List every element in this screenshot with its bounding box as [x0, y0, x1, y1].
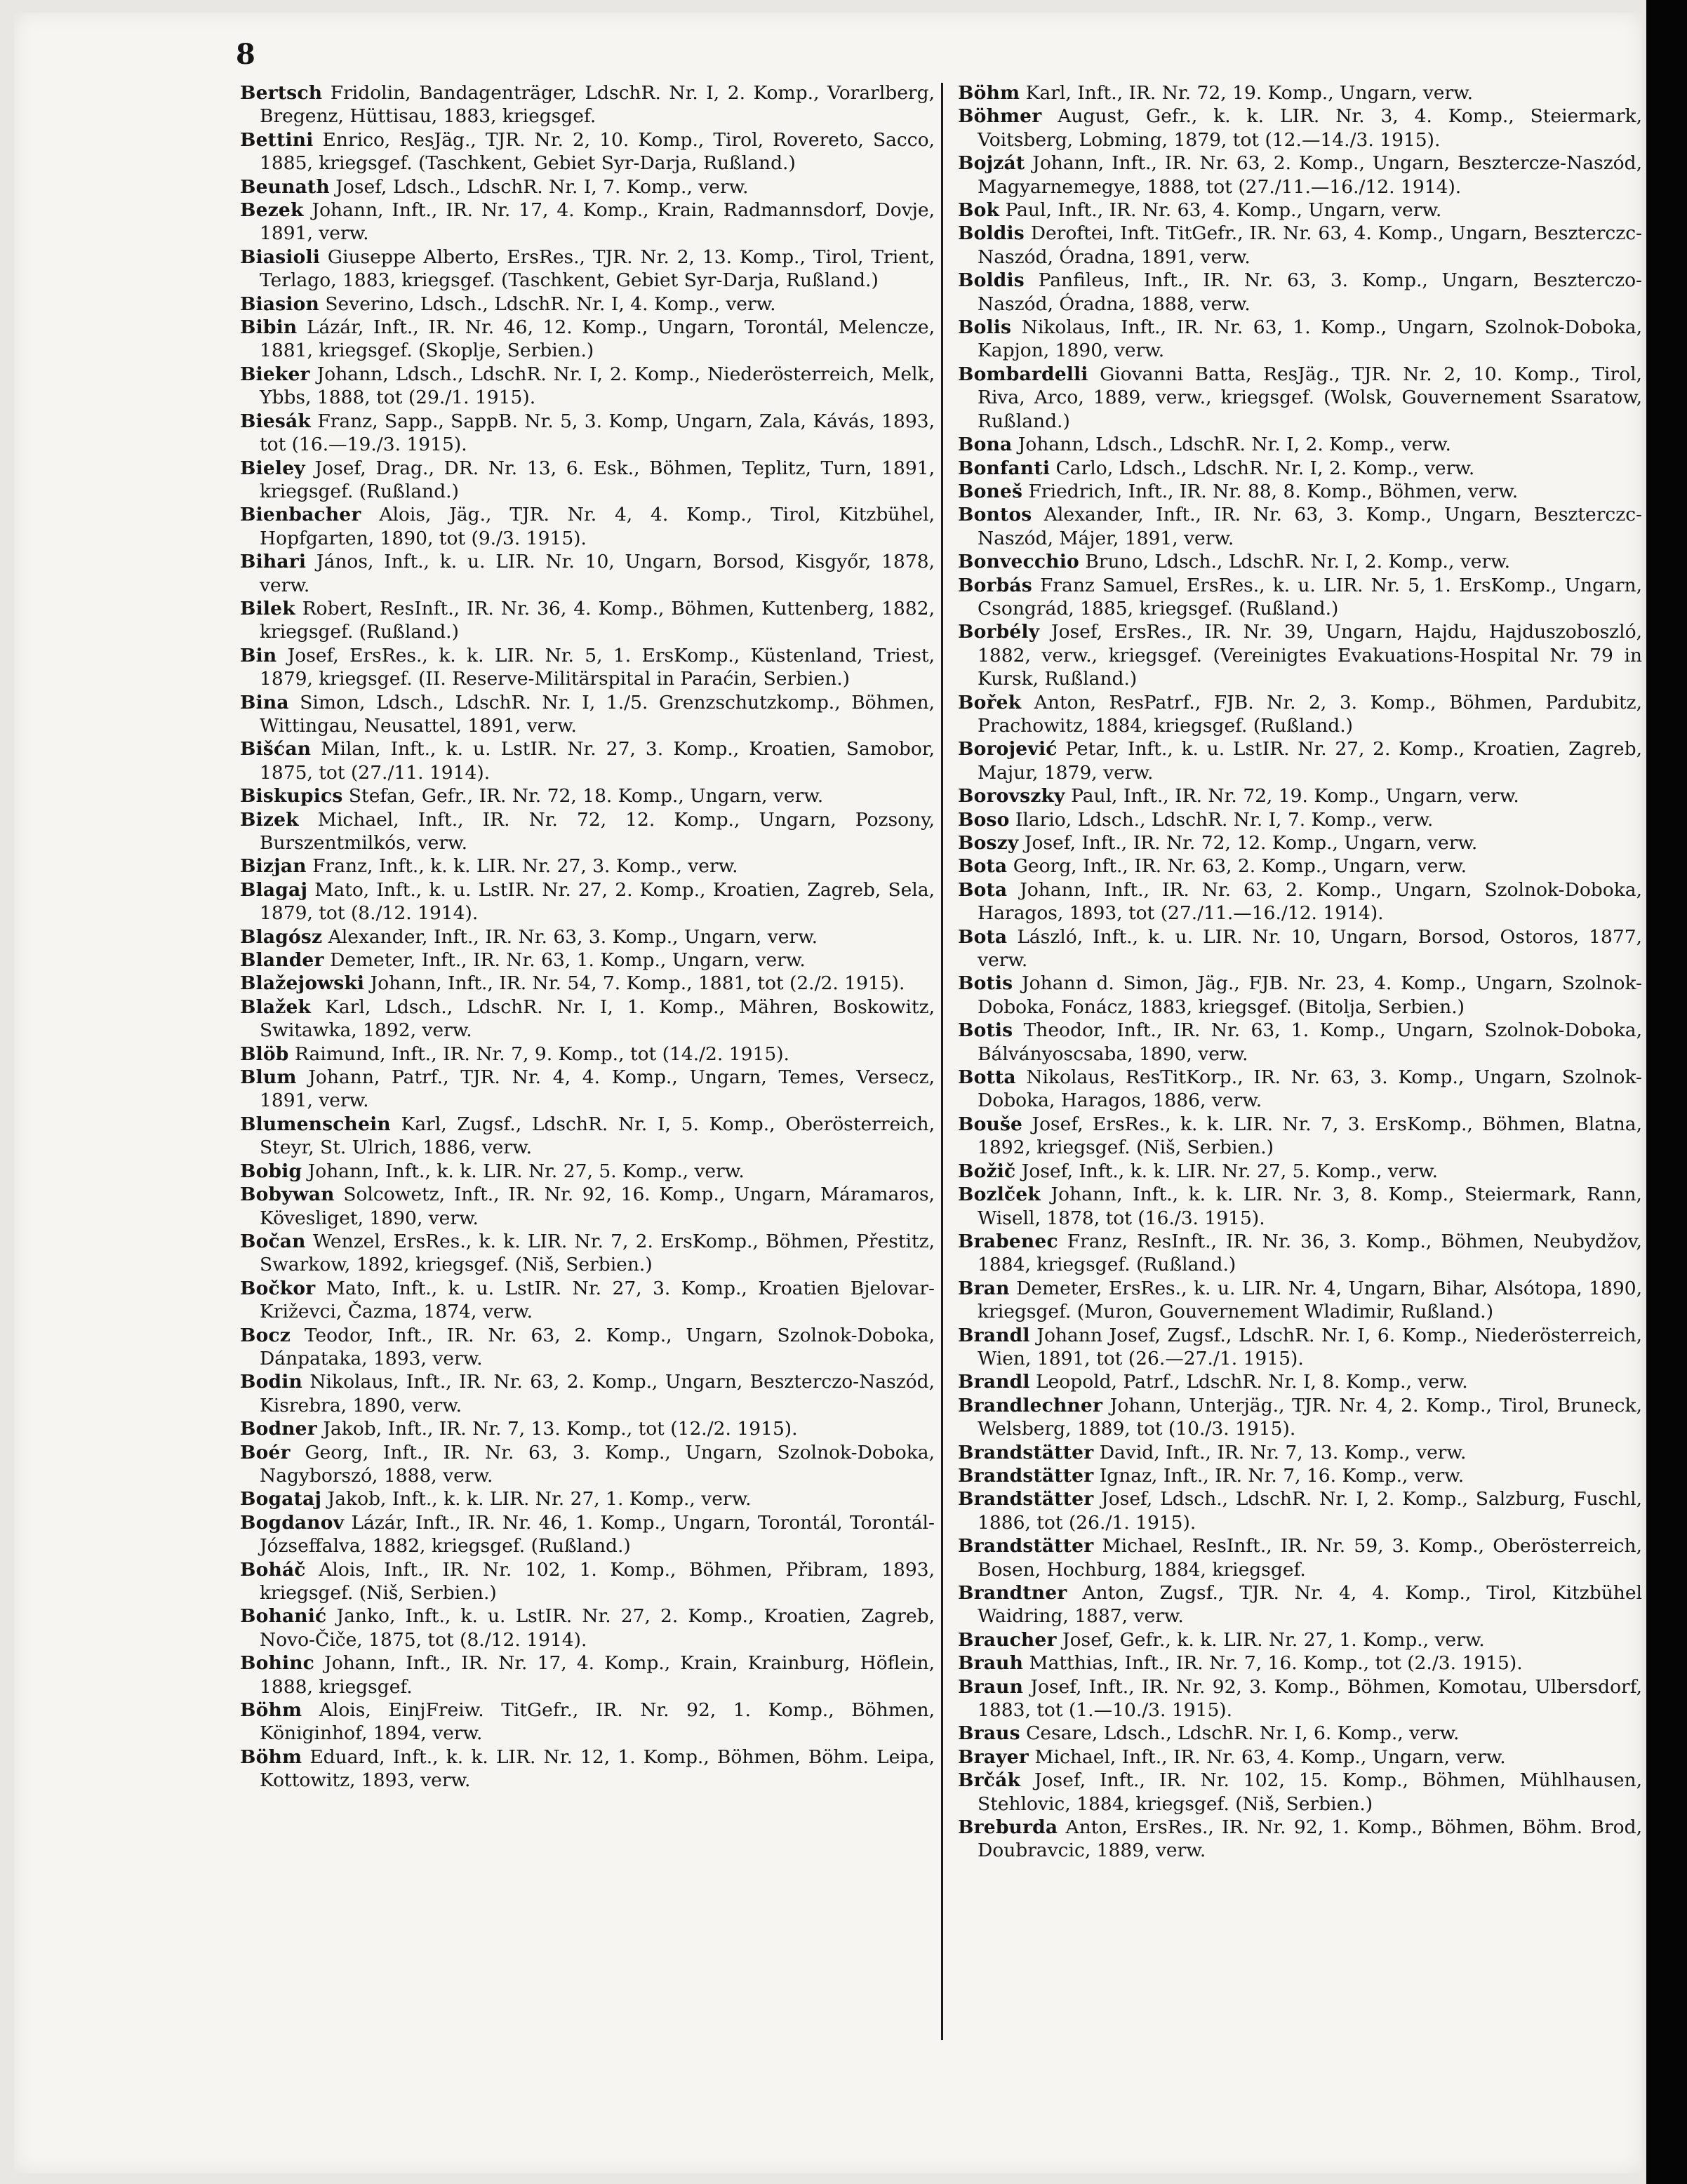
entry-surname: Botis [958, 1019, 1013, 1042]
entry-details: Josef, ErsRes., IR. Nr. 39, Ungarn, Hajdu, Hajduszoboszló, 1882, verw., kriegsgef. (Vereinigtes Evakuations-Hospital Nr. 79 in Kursk, Rußland.) [978, 621, 1642, 690]
entry-details: Michael, ResInft., IR. Nr. 59, 3. Komp., Oberösterreich, Bosen, Hochburg, 1884, kriegsgef. [978, 1535, 1642, 1581]
list-entry [240, 316, 935, 363]
list-entry [240, 972, 935, 995]
list-entry [240, 949, 935, 972]
entry-details: Alexander, Inft., IR. Nr. 63, 3. Komp., Ungarn, Beszterczc-Naszód, Májer, 1891, verw. [978, 504, 1642, 549]
entry-details: Jakob, Inft., k. k. LIR. Nr. 27, 1. Komp., verw. [321, 1488, 752, 1510]
list-entry [240, 1066, 935, 1113]
entry-details: Johann, Inft., IR. Nr. 63, 2. Komp., Ungarn, Besztercze-Naszód, Magyarnemegye, 1888, tot (27./11.—16./12. 1914). [978, 152, 1642, 198]
list-entry [958, 363, 1642, 433]
list-entry [958, 269, 1642, 316]
entry-surname: Braucher [958, 1628, 1057, 1651]
entry-surname: Böhm [240, 1699, 302, 1722]
list-entry [240, 550, 935, 597]
list-entry [958, 1816, 1642, 1863]
entry-details: Bruno, Ldsch., LdschR. Nr. I, 2. Komp., verw. [1079, 551, 1511, 573]
entry-surname: Bin [240, 644, 277, 666]
entry-details: Milan, Inft., k. u. LstIR. Nr. 27, 3. Komp., Kroatien, Samobor, 1875, tot (27./11. 1914). [260, 738, 935, 784]
entry-surname: Biesák [240, 410, 311, 432]
entry-surname: Blumenschein [240, 1113, 391, 1135]
entry-details: Karl, Zugsf., LdschR. Nr. I, 5. Komp., Oberösterreich, Steyr, St. Ulrich, 1886, verw. [260, 1113, 935, 1159]
list-entry [240, 691, 935, 738]
entry-details: Johann d. Simon, Jäg., FJB. Nr. 23, 4. Komp., Ungarn, Szolnok-Doboka, Fonácz, 1883, kriegsgef. (Bitolja, Serbien.) [978, 972, 1642, 1018]
entry-surname: Boszy [958, 832, 1019, 854]
entry-surname: Brabenec [958, 1230, 1058, 1252]
entry-surname: Braus [958, 1722, 1020, 1745]
list-entry [240, 81, 935, 128]
entry-details: Johann, Inft., IR. Nr. 54, 7. Komp., 1881, tot (2./2. 1915). [364, 972, 905, 995]
entry-details: Johann, Inft., IR. Nr. 17, 4. Komp., Krain, Krainburg, Höflein, 1888, kriegsgef. [260, 1652, 935, 1698]
entry-surname: Bilek [240, 597, 295, 619]
entry-details: Josef, Drag., DR. Nr. 13, 6. Esk., Böhmen, Teplitz, Turn, 1891, kriegsgef. (Rußland.) [260, 457, 935, 502]
entry-surname: Bombardelli [958, 363, 1088, 385]
list-entry [958, 925, 1642, 972]
entry-surname: Bonfanti [958, 457, 1051, 479]
list-entry [240, 1230, 935, 1277]
entry-surname: Bozlček [958, 1184, 1041, 1206]
entry-details: Johann, Ldsch., LdschR. Nr. I, 2. Komp., Niederösterreich, Melk, Ybbs, 1888, tot (29./1. 1915). [260, 363, 935, 409]
entry-details: Theodor, Inft., IR. Nr. 63, 1. Komp., Ungarn, Szolnok-Doboka, Bálványoscsaba, 1890, verw. [978, 1019, 1642, 1065]
entry-surname: Boldis [958, 269, 1025, 292]
entry-surname: Blažejowski [240, 972, 365, 995]
list-entry [240, 1487, 935, 1510]
entry-surname: Bienbacher [240, 504, 361, 526]
entry-details: Fridolin, Bandagenträger, LdschR. Nr. I, 2. Komp., Vorarlberg, Bregenz, Hüttisau, 1883, kriegsgef. [260, 82, 935, 128]
entry-surname: Bodin [240, 1371, 302, 1393]
list-entry [240, 1183, 935, 1230]
entry-surname: Braun [958, 1675, 1024, 1698]
scan-border [1646, 0, 1687, 2184]
entry-details: Giovanni Batta, ResJäg., TJR. Nr. 2, 10. Komp., Tirol, Riva, Arco, 1889, verw., kriegsgef. (Wolsk, Gouvernement Ssaratow, Rußland.) [978, 363, 1642, 432]
page-number: 8 [236, 38, 255, 71]
entry-details: Michael, Inft., IR. Nr. 63, 4. Komp., Ungarn, verw. [1028, 1746, 1506, 1768]
list-entry [958, 1370, 1642, 1393]
list-entry [958, 457, 1642, 480]
list-entry [958, 1628, 1642, 1652]
list-entry [240, 1746, 935, 1793]
entry-surname: Botta [958, 1066, 1016, 1089]
entry-details: Johann Josef, Zugsf., LdschR. Nr. I, 6. Komp., Niederösterreich, Wien, 1891, tot (26.—27./1. 1915). [978, 1324, 1642, 1369]
entry-surname: Božič [958, 1160, 1016, 1182]
entry-details: Georg, Inft., IR. Nr. 63, 3. Komp., Ungarn, Szolnok-Doboka, Nagyborszó, 1888, verw. [260, 1441, 935, 1487]
list-entry [240, 293, 935, 316]
list-entry [958, 972, 1642, 1019]
list-entry [958, 433, 1642, 456]
entry-details: Franz, Inft., k. k. LIR. Nr. 27, 3. Komp., verw. [306, 855, 738, 878]
list-entry [240, 1370, 935, 1417]
entry-details: Giuseppe Alberto, ErsRes., TJR. Nr. 2, 13. Komp., Tirol, Trient, Terlago, 1883, kriegsgef. (Taschkent, Gebiet Syr-Darja, Rußland.) [260, 246, 935, 292]
list-entry [240, 1558, 935, 1605]
entry-surname: Bettini [240, 128, 314, 151]
entry-details: Raimund, Inft., IR. Nr. 7, 9. Komp., tot (14./2. 1915). [288, 1043, 789, 1065]
entry-details: Josef, Ldsch., LdschR. Nr. I, 2. Komp., Salzburg, Fuschl, 1886, tot (26./1. 1915). [978, 1488, 1642, 1534]
entry-details: Cesare, Ldsch., LdschR. Nr. I, 6. Komp., verw. [1020, 1722, 1460, 1745]
list-entry [958, 1394, 1642, 1441]
entry-surname: Bizjan [240, 855, 307, 878]
entry-surname: Bok [958, 199, 1000, 222]
entry-surname: Botis [958, 972, 1013, 995]
entry-details: Josef, Inft., IR. Nr. 92, 3. Komp., Böhmen, Komotau, Ulbersdorf, 1883, tot (1.—10./3. 1915). [978, 1675, 1642, 1722]
entry-surname: Bočkor [240, 1277, 316, 1299]
list-entry [240, 1160, 935, 1183]
entry-details: Stefan, Gefr., IR. Nr. 72, 18. Komp., Ungarn, verw. [342, 785, 824, 808]
entry-surname: Brandstätter [958, 1488, 1094, 1510]
entry-details: Ilario, Ldsch., LdschR. Nr. I, 7. Komp., verw. [1009, 808, 1434, 831]
entry-details: Lázár, Inft., IR. Nr. 46, 12. Komp., Ungarn, Torontál, Melencze, 1881, kriegsgef. (Skoplje, Serbien.) [260, 316, 935, 362]
left-column [240, 81, 935, 1793]
entry-surname: Boháč [240, 1558, 306, 1581]
entry-details: Petar, Inft., k. u. LstIR. Nr. 27, 2. Komp., Kroatien, Zagreb, Majur, 1879, verw. [978, 738, 1642, 784]
list-entry [958, 737, 1642, 784]
entry-details: Enrico, ResJäg., TJR. Nr. 2, 10. Komp., Tirol, Rovereto, Sacco, 1885, kriegsgef. (Taschkent, Gebiet Syr-Darja, Rußland.) [260, 128, 935, 175]
entry-surname: Brayer [958, 1746, 1029, 1768]
entry-surname: Breburda [958, 1816, 1058, 1839]
entry-details: Johann, Inft., IR. Nr. 17, 4. Komp., Krain, Radmannsdorf, Dovje, 1891, verw. [260, 199, 935, 245]
entry-details: Nikolaus, Inft., IR. Nr. 63, 2. Komp., Ungarn, Beszterczo-Naszód, Kisrebra, 1890, verw. [260, 1371, 935, 1416]
entry-details: Teodor, Inft., IR. Nr. 63, 2. Komp., Ungarn, Szolnok-Doboka, Dánpataka, 1893, verw. [260, 1324, 935, 1369]
entry-details: Demeter, Inft., IR. Nr. 63, 1. Komp., Ungarn, verw. [324, 949, 806, 972]
list-entry [240, 784, 935, 808]
list-entry [958, 1066, 1642, 1113]
list-entry [958, 1722, 1642, 1745]
entry-surname: Brauh [958, 1652, 1024, 1675]
entry-details: Matthias, Inft., IR. Nr. 7, 16. Komp., tot (2./3. 1915). [1023, 1652, 1523, 1675]
entry-details: János, Inft., k. u. LIR. Nr. 10, Ungarn, Borsod, Kisgyőr, 1878, verw. [260, 551, 935, 596]
list-entry [958, 691, 1642, 738]
entry-details: August, Gefr., k. k. LIR. Nr. 3, 4. Komp., Steiermark, Voitsberg, Lobming, 1879, tot (12.—14./3. 1915). [978, 105, 1642, 151]
entry-surname: Bieley [240, 457, 305, 479]
entry-surname: Bina [240, 691, 289, 714]
list-entry [958, 480, 1642, 503]
entry-details: Jakob, Inft., IR. Nr. 7, 13. Komp., tot (12./2. 1915). [316, 1418, 798, 1440]
entry-surname: Böhm [958, 82, 1020, 104]
entry-details: Josef, ErsRes., k. k. LIR. Nr. 7, 3. ErsKomp., Böhmen, Blatna, 1892, kriegsgef. (Niš, Serbien.) [978, 1113, 1642, 1159]
entry-details: Ignaz, Inft., IR. Nr. 7, 16. Komp., verw. [1093, 1464, 1465, 1487]
entry-details: Wenzel, ErsRes., k. k. LIR. Nr. 7, 2. ErsKomp., Böhmen, Přestitz, Swarkow, 1892, kriegsgef. (Niš, Serbien.) [260, 1230, 935, 1276]
entry-surname: Borojević [958, 738, 1058, 761]
entry-surname: Bota [958, 878, 1008, 901]
entry-details: Karl, Ldsch., LdschR. Nr. I, 1. Komp., Mähren, Boskowitz, Switawka, 1892, verw. [260, 996, 935, 1042]
entry-surname: Borbély [958, 621, 1040, 643]
entry-surname: Biasion [240, 293, 319, 315]
entry-details: Mato, Inft., k. u. LstIR. Nr. 27, 3. Komp., Kroatien Bjelovar-Križevci, Čazma, 1874, verw. [260, 1277, 935, 1323]
entry-details: Josef, ErsRes., k. k. LIR. Nr. 5, 1. ErsKomp., Küstenland, Triest, 1879, kriegsgef. (II. Reserve-Militärspital in Paraćin, Serbien.) [260, 644, 935, 690]
list-entry [958, 550, 1642, 573]
entry-surname: Bořek [958, 691, 1022, 714]
entry-surname: Bobig [240, 1160, 302, 1182]
list-entry [958, 81, 1642, 105]
entry-details: Franz Samuel, ErsRes., k. u. LIR. Nr. 5, 1. ErsKomp., Ungarn, Csongrád, 1885, kriegsgef. (Rußland.) [978, 574, 1642, 619]
entry-surname: Brandl [958, 1324, 1030, 1346]
list-entry [240, 175, 935, 199]
entry-surname: Böhm [240, 1746, 302, 1768]
list-entry [240, 457, 935, 504]
list-entry [958, 1487, 1642, 1534]
entry-details: Nikolaus, ResTitKorp., IR. Nr. 63, 3. Komp., Ungarn, Szolnok-Doboka, Haragos, 1886, verw. [978, 1066, 1642, 1112]
document-page [14, 13, 1642, 2173]
list-entry [240, 199, 935, 246]
entry-details: Michael, Inft., IR. Nr. 72, 12. Komp., Ungarn, Pozsony, Burszentmilkós, verw. [260, 808, 935, 854]
list-entry [240, 878, 935, 925]
list-entry [958, 1464, 1642, 1487]
list-entry [958, 808, 1642, 831]
list-entry [240, 1113, 935, 1160]
entry-surname: Bertsch [240, 82, 323, 104]
entry-details: Josef, Ldsch., LdschR. Nr. I, 7. Komp., verw. [329, 175, 749, 198]
list-entry [240, 1043, 935, 1066]
entry-details: Eduard, Inft., k. k. LIR. Nr. 12, 1. Komp., Böhmen, Böhm. Leipa, Kottowitz, 1893, verw. [260, 1746, 935, 1792]
entry-surname: Brandstätter [958, 1464, 1094, 1487]
entry-surname: Boldis [958, 222, 1025, 245]
entry-details: Karl, Inft., IR. Nr. 72, 19. Komp., Ungarn, verw. [1020, 82, 1474, 104]
entry-surname: Blander [240, 949, 324, 972]
list-entry [240, 1652, 935, 1699]
list-entry [958, 855, 1642, 878]
list-entry [958, 1230, 1642, 1277]
entry-details: Anton, ResPatrf., FJB. Nr. 2, 3. Komp., Böhmen, Pardubitz, Prachowitz, 1884, kriegsgef. (Rußland.) [978, 691, 1642, 737]
entry-details: Simon, Ldsch., LdschR. Nr. I, 1./5. Grenzschutzkomp., Böhmen, Wittingau, Neusattel, 1891, verw. [260, 691, 935, 737]
list-entry [958, 152, 1642, 199]
list-entry [240, 246, 935, 293]
entry-details: Josef, Inft., k. k. LIR. Nr. 27, 5. Komp., verw. [1015, 1160, 1439, 1182]
list-entry [958, 1160, 1642, 1183]
entry-surname: Bibin [240, 316, 298, 339]
entry-details: Johann, Inft., k. k. LIR. Nr. 27, 5. Komp., verw. [302, 1160, 745, 1182]
entry-details: Anton, ErsRes., IR. Nr. 92, 1. Komp., Böhmen, Böhm. Brod, Doubravcic, 1889, verw. [978, 1816, 1642, 1862]
list-entry [240, 1417, 935, 1440]
entry-surname: Biasioli [240, 246, 321, 268]
list-entry [240, 1699, 935, 1746]
list-entry [958, 784, 1642, 808]
list-entry [240, 644, 935, 691]
entry-surname: Bontos [958, 504, 1032, 526]
entry-details: László, Inft., k. u. LIR. Nr. 10, Ungarn, Borsod, Ostoros, 1877, verw. [978, 925, 1642, 972]
entry-surname: Bona [958, 434, 1013, 456]
entry-details: Demeter, ErsRes., k. u. LIR. Nr. 4, Ungarn, Bihar, Alsótopa, 1890, kriegsgef. (Muron, Gouvernement Wladimir, Rußland.) [978, 1277, 1642, 1323]
entry-details: Josef, Gefr., k. k. LIR. Nr. 27, 1. Komp., verw. [1056, 1628, 1485, 1651]
list-entry [958, 1324, 1642, 1371]
entry-surname: Boso [958, 808, 1010, 831]
entry-details: Alois, EinjFreiw. TitGefr., IR. Nr. 92, 1. Komp., Böhmen, Königinhof, 1894, verw. [260, 1699, 935, 1745]
entry-details: Paul, Inft., IR. Nr. 63, 4. Komp., Ungarn, verw. [999, 199, 1442, 222]
entry-details: Panfileus, Inft., IR. Nr. 63, 3. Komp., Ungarn, Beszterczo-Naszód, Óradna, 1888, verw. [978, 269, 1642, 315]
entry-surname: Bihari [240, 551, 307, 573]
entry-surname: Boneš [958, 480, 1023, 502]
entry-details: Josef, Inft., IR. Nr. 72, 12. Komp., Ungarn, verw. [1018, 832, 1478, 854]
list-entry [958, 1534, 1642, 1581]
entry-surname: Bran [958, 1277, 1010, 1299]
list-entry [240, 1277, 935, 1324]
list-entry [240, 410, 935, 457]
entry-surname: Bocz [240, 1324, 291, 1346]
entry-surname: Borovszky [958, 785, 1065, 808]
list-entry [240, 996, 935, 1043]
entry-surname: Blagaj [240, 878, 308, 901]
entry-details: Deroftei, Inft. TitGefr., IR. Nr. 63, 4. Komp., Ungarn, Beszterczc-Naszód, Óradna, 1891, verw. [978, 222, 1642, 268]
entry-surname: Bohinc [240, 1652, 315, 1675]
entry-surname: Bieker [240, 363, 310, 385]
entry-surname: Blum [240, 1066, 297, 1089]
entry-details: Alexander, Inft., IR. Nr. 63, 3. Komp., Ungarn, verw. [322, 925, 818, 948]
entry-details: Nikolaus, Inft., IR. Nr. 63, 1. Komp., Ungarn, Szolnok-Doboka, Kapjon, 1890, verw. [978, 316, 1642, 362]
entry-surname: Bota [958, 855, 1008, 878]
list-entry [240, 1604, 935, 1652]
list-entry [958, 1675, 1642, 1722]
entry-details: Johann, Ldsch., LdschR. Nr. I, 2. Komp., verw. [1012, 434, 1451, 456]
entry-details: Alois, Inft., IR. Nr. 102, 1. Komp., Böhmen, Přibram, 1893, kriegsgef. (Niš, Serbien.) [260, 1558, 935, 1604]
list-entry [958, 831, 1642, 855]
entry-details: Lázár, Inft., IR. Nr. 46, 1. Komp., Ungarn, Torontál, Torontál-Józseffalva, 1882, kriegsgef. (Rußland.) [260, 1511, 935, 1557]
list-entry [958, 620, 1642, 690]
entry-details: Severino, Ldsch., LdschR. Nr. I, 4. Komp., verw. [319, 293, 776, 315]
list-entry [958, 1277, 1642, 1324]
entry-surname: Bizek [240, 808, 299, 831]
list-entry [958, 105, 1642, 152]
list-entry [958, 1746, 1642, 1769]
entry-surname: Beunath [240, 175, 330, 198]
entry-surname: Bogdanov [240, 1511, 345, 1534]
entry-surname: Bouše [958, 1113, 1023, 1135]
list-entry [958, 1113, 1642, 1160]
entry-surname: Brandstätter [958, 1535, 1094, 1557]
list-entry [958, 574, 1642, 621]
list-entry [240, 503, 935, 550]
list-entry [958, 222, 1642, 269]
entry-surname: Biskupics [240, 785, 343, 808]
entry-surname: Blöb [240, 1043, 289, 1065]
list-entry [958, 1441, 1642, 1464]
entry-surname: Bohanić [240, 1605, 327, 1628]
entry-details: Paul, Inft., IR. Nr. 72, 19. Komp., Ungarn, verw. [1065, 785, 1519, 808]
entry-surname: Brandl [958, 1371, 1030, 1393]
list-entry [958, 1019, 1642, 1066]
entry-surname: Blažek [240, 996, 312, 1018]
entry-surname: Bolis [958, 316, 1012, 339]
entry-surname: Brandtner [958, 1582, 1067, 1604]
list-entry [240, 925, 935, 949]
list-entry [958, 1183, 1642, 1230]
entry-surname: Bojzát [958, 152, 1025, 175]
list-entry [240, 1441, 935, 1488]
entry-details: Franz, Sapp., SappB. Nr. 5, 3. Komp, Ungarn, Zala, Kávás, 1893, tot (16.—19./3. 1915). [260, 410, 935, 456]
entry-details: Janko, Inft., k. u. LstIR. Nr. 27, 2. Komp., Kroatien, Zagreb, Novo-Čiče, 1875, tot (8./12. 1914). [260, 1605, 935, 1651]
entry-surname: Bodner [240, 1418, 317, 1440]
entry-details: Josef, Inft., IR. Nr. 102, 15. Komp., Böhmen, Mühlhausen, Stehlovic, 1884, kriegsgef. (Niš, Serbien.) [978, 1769, 1642, 1815]
entry-details: Anton, Zugsf., TJR. Nr. 4, 4. Komp., Tirol, Kitzbühel Waidring, 1887, verw. [978, 1582, 1642, 1628]
entry-surname: Bočan [240, 1230, 306, 1252]
list-entry [958, 1581, 1642, 1628]
list-entry [240, 1324, 935, 1371]
entry-surname: Bonvecchio [958, 551, 1079, 573]
list-entry [958, 878, 1642, 925]
right-column [958, 81, 1642, 1863]
entry-details: Robert, ResInft., IR. Nr. 36, 4. Komp., Böhmen, Kuttenberg, 1882, kriegsgef. (Rußland.) [260, 597, 935, 643]
entry-surname: Brčák [958, 1769, 1021, 1792]
entry-details: Johann, Patrf., TJR. Nr. 4, 4. Komp., Ungarn, Temes, Versecz, 1891, verw. [260, 1066, 935, 1112]
list-entry [240, 855, 935, 878]
list-entry [240, 363, 935, 410]
column-divider [941, 83, 943, 2040]
list-entry [958, 316, 1642, 363]
list-entry [240, 128, 935, 175]
entry-surname: Boér [240, 1441, 291, 1463]
entry-details: Friedrich, Inft., IR. Nr. 88, 8. Komp., Böhmen, verw. [1022, 480, 1519, 502]
entry-surname: Bobywan [240, 1184, 335, 1206]
entry-surname: Bogataj [240, 1488, 322, 1510]
entry-details: Carlo, Ldsch., LdschR. Nr. I, 2. Komp., verw. [1050, 457, 1475, 479]
entry-surname: Bezek [240, 199, 304, 222]
entry-details: Alois, Jäg., TJR. Nr. 4, 4. Komp., Tirol, Kitzbühel, Hopfgarten, 1890, tot (9./3. 1915). [260, 504, 935, 549]
list-entry [240, 737, 935, 784]
entry-surname: Blagósz [240, 925, 323, 948]
list-entry [958, 1652, 1642, 1675]
entry-details: Solcowetz, Inft., IR. Nr. 92, 16. Komp., Ungarn, Máramaros, Kövesliget, 1890, verw. [260, 1184, 935, 1229]
entry-details: Johann, Inft., IR. Nr. 63, 2. Komp., Ungarn, Szolnok-Doboka, Haragos, 1893, tot (27./11.—16./12. 1914). [978, 878, 1642, 925]
entry-surname: Bišćan [240, 738, 312, 761]
entry-surname: Borbás [958, 574, 1032, 596]
entry-details: Georg, Inft., IR. Nr. 63, 2. Komp., Ungarn, verw. [1007, 855, 1467, 878]
entry-details: David, Inft., IR. Nr. 7, 13. Komp., verw. [1093, 1441, 1467, 1463]
entry-details: Leopold, Patrf., LdschR. Nr. I, 8. Komp., verw. [1029, 1371, 1468, 1393]
list-entry [958, 503, 1642, 550]
entry-surname: Brandstätter [958, 1441, 1094, 1463]
entry-details: Johann, Unterjäg., TJR. Nr. 4, 2. Komp., Tirol, Bruneck, Welsberg, 1889, tot (10./3. 1915). [978, 1394, 1642, 1440]
list-entry [958, 1769, 1642, 1816]
list-entry [240, 1511, 935, 1558]
entry-surname: Böhmer [958, 105, 1042, 128]
list-entry [240, 808, 935, 855]
list-entry [240, 597, 935, 644]
entry-details: Johann, Inft., k. k. LIR. Nr. 3, 8. Komp., Steiermark, Rann, Wisell, 1878, tot (16./3. 1915). [978, 1184, 1642, 1229]
entry-surname: Brandlechner [958, 1394, 1103, 1416]
entry-details: Mato, Inft., k. u. LstIR. Nr. 27, 2. Komp., Kroatien, Zagreb, Sela, 1879, tot (8./12. 1914). [260, 878, 935, 925]
entry-surname: Bota [958, 925, 1008, 948]
entry-details: Franz, ResInft., IR. Nr. 36, 3. Komp., Böhmen, Neubydžov, 1884, kriegsgef. (Rußland.) [978, 1230, 1642, 1276]
list-entry [958, 199, 1642, 222]
